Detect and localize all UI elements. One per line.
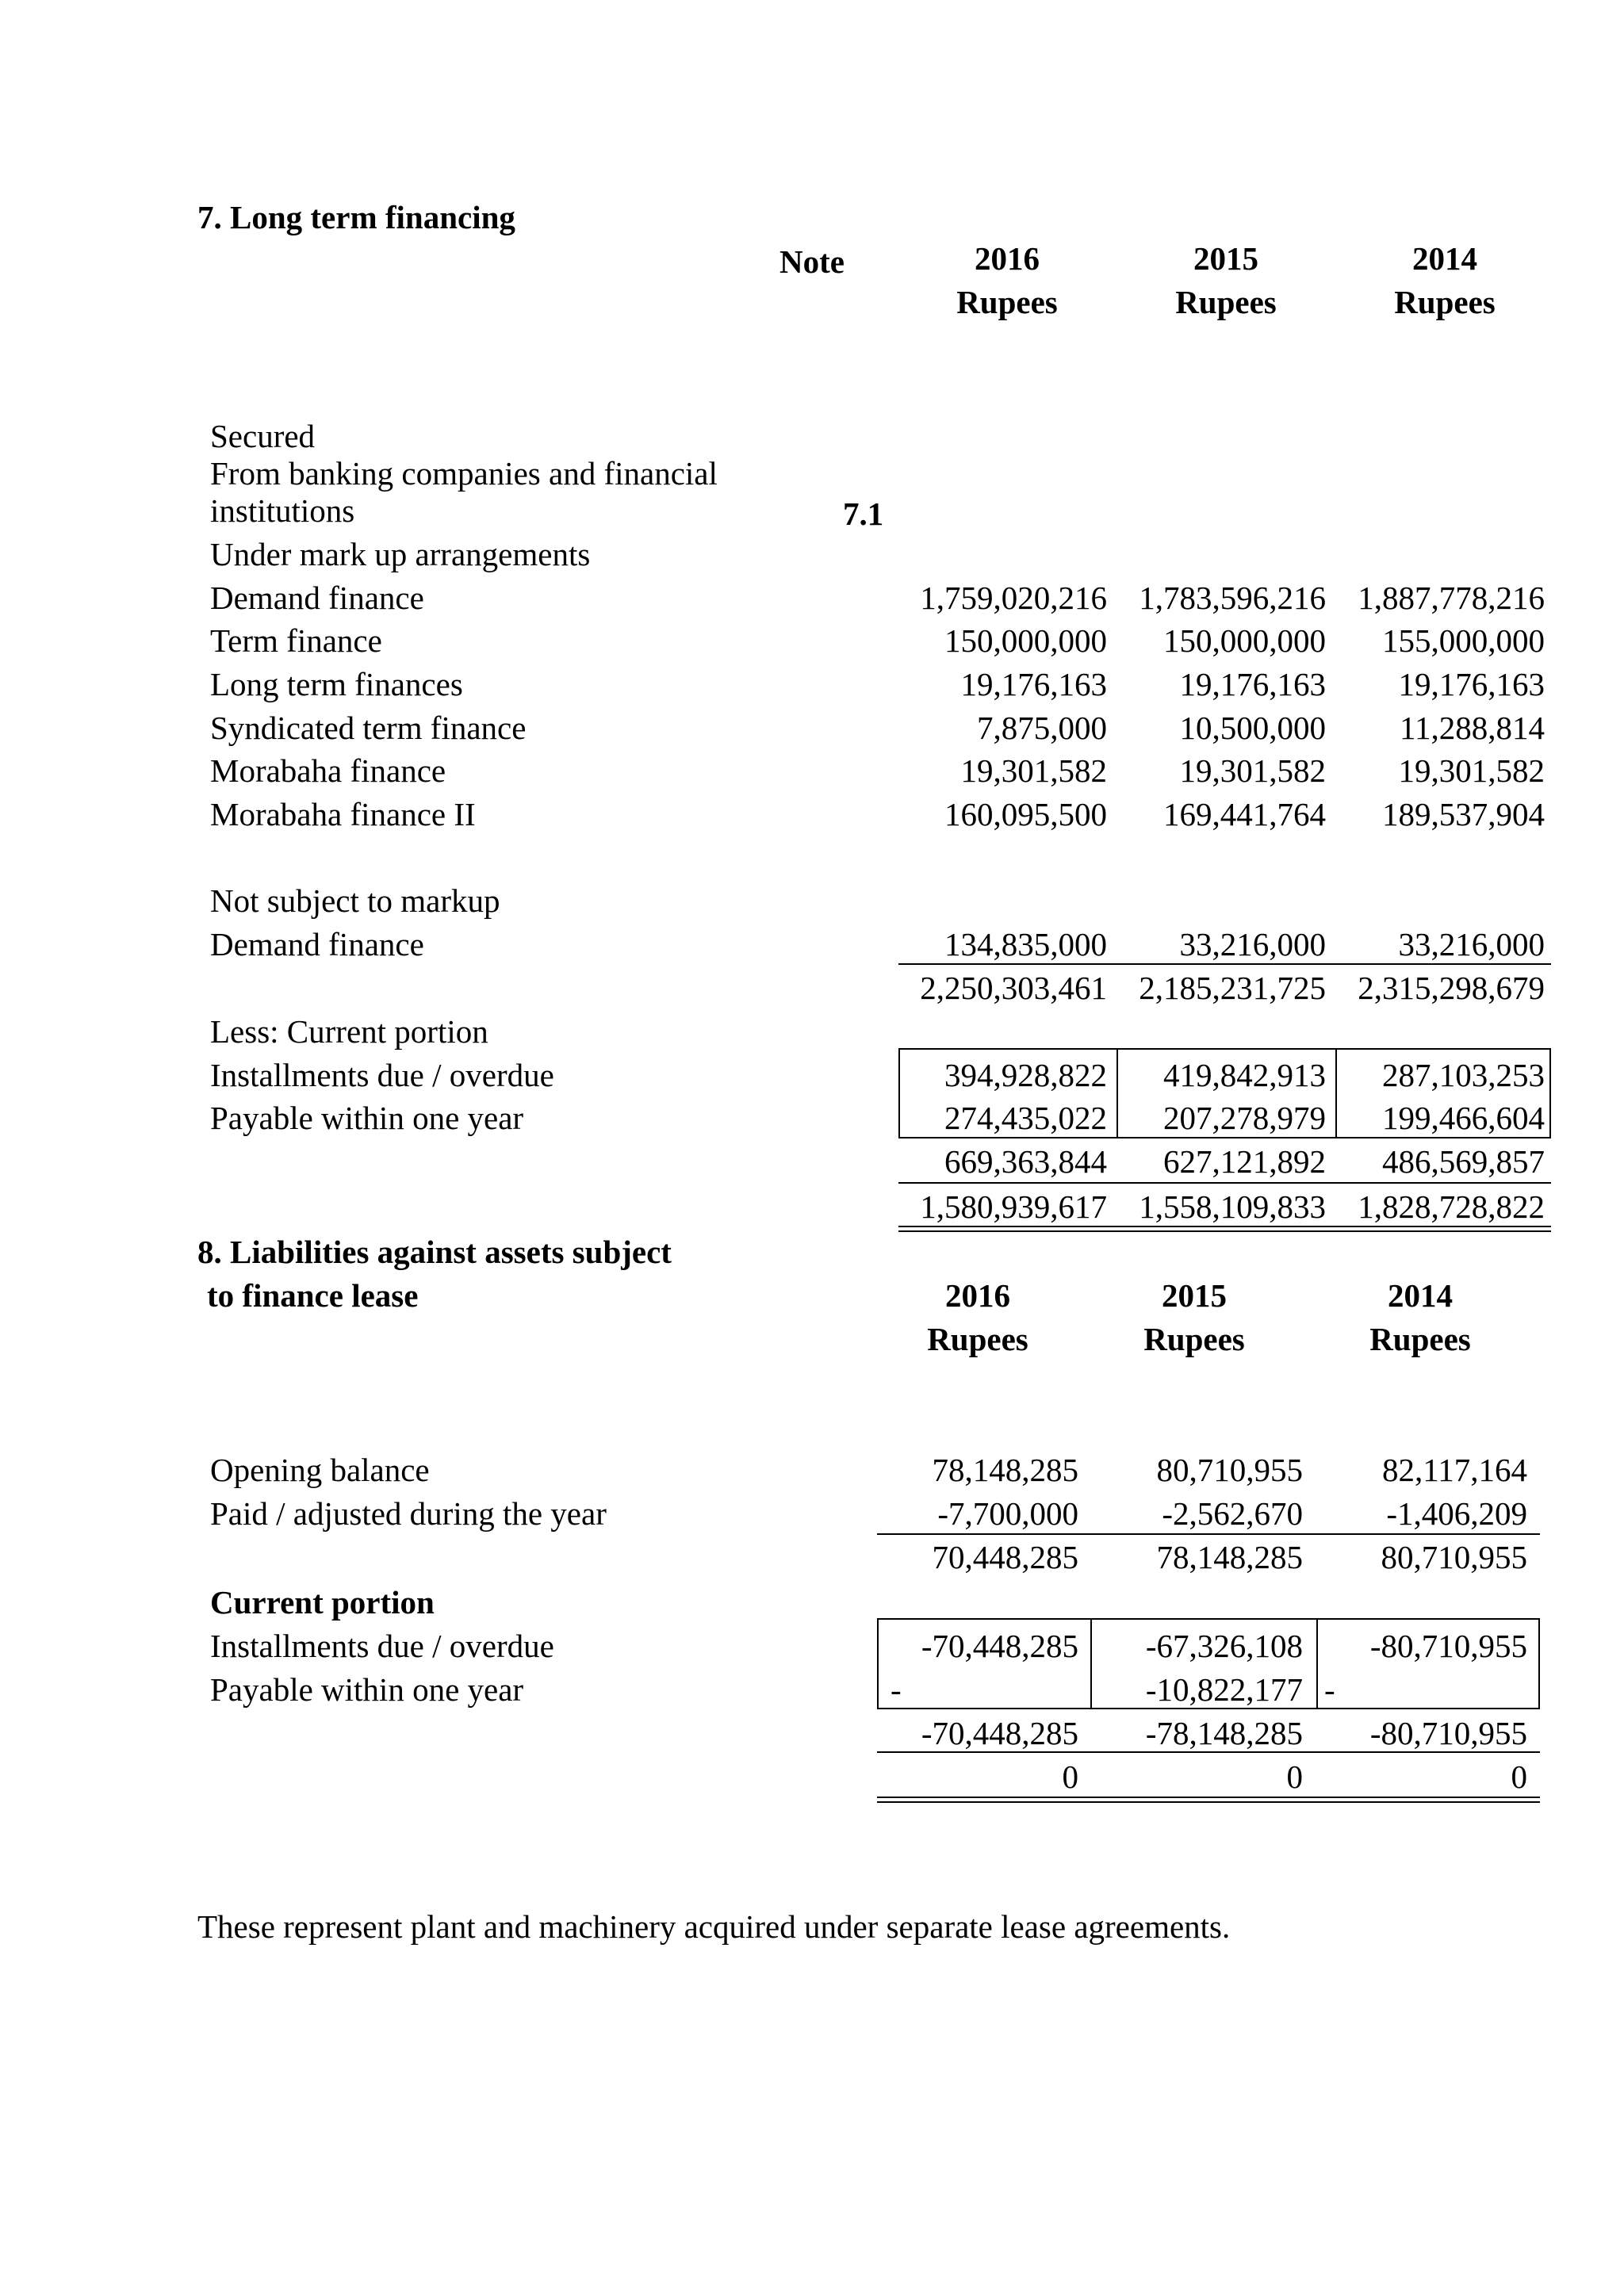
- unit-header: Rupees: [1394, 284, 1496, 320]
- row-label: Morabaha finance II: [210, 796, 476, 832]
- net-total-2016: 0: [1062, 1758, 1078, 1795]
- row-label: Demand finance: [210, 580, 424, 616]
- value-2015: 33,216,000: [1179, 926, 1326, 962]
- note-header: Note: [779, 243, 845, 280]
- value-2014: 199,466,604: [1382, 1100, 1545, 1136]
- value-2016: 7,875,000: [977, 710, 1107, 746]
- unit-header: Rupees: [956, 284, 1058, 320]
- value-2014: 287,103,253: [1382, 1057, 1545, 1093]
- less-current-label: Less: Current portion: [210, 1013, 488, 1050]
- unit-header: Rupees: [1175, 284, 1277, 320]
- year-header-2016: 2016: [945, 1277, 1010, 1314]
- double-rule: [877, 1797, 1540, 1798]
- value-2016: 150,000,000: [944, 622, 1107, 659]
- value-2015: 10,500,000: [1179, 710, 1326, 746]
- net-total-2014: 0: [1511, 1758, 1527, 1795]
- year-header-2015: 2015: [1193, 240, 1258, 277]
- current-total-2016: -70,448,285: [921, 1715, 1078, 1751]
- row-label: Long term finances: [210, 666, 463, 702]
- from-banking-label-cont: institutions: [210, 492, 355, 529]
- section-8-title-cont: to finance lease: [207, 1277, 419, 1314]
- payable-label: Payable within one year: [210, 1100, 524, 1136]
- note-ref: 7.1: [843, 496, 884, 532]
- net-total-2016: 1,580,939,617: [920, 1188, 1107, 1225]
- year-header-2014: 2014: [1388, 1277, 1453, 1314]
- net-total-2014: 1,828,728,822: [1358, 1188, 1545, 1225]
- unit-header: Rupees: [927, 1321, 1028, 1357]
- from-banking-label: From banking companies and financial: [210, 455, 718, 492]
- double-rule: [898, 1226, 1551, 1227]
- current-total-2014: 486,569,857: [1382, 1143, 1545, 1180]
- double-rule: [877, 1801, 1540, 1803]
- rule: [877, 1751, 1540, 1753]
- subtotal-2015: 78,148,285: [1156, 1539, 1303, 1575]
- value-2015: 169,441,764: [1163, 796, 1326, 832]
- value-2016: 1,759,020,216: [920, 580, 1107, 616]
- rule: [898, 1182, 1551, 1184]
- row-label: Term finance: [210, 622, 382, 659]
- value-2015: 1,783,596,216: [1139, 580, 1326, 616]
- unit-header: Rupees: [1143, 1321, 1245, 1357]
- opening-label: Opening balance: [210, 1452, 430, 1488]
- value-2016: 160,095,500: [944, 796, 1107, 832]
- year-header-2016: 2016: [975, 240, 1040, 277]
- subtotal-2014: 80,710,955: [1381, 1539, 1527, 1575]
- section-7-title: 7. Long term financing: [197, 199, 515, 235]
- value-2016: 134,835,000: [944, 926, 1107, 962]
- row-label: Morabaha finance: [210, 752, 446, 789]
- value-2014: -1,406,209: [1386, 1495, 1527, 1532]
- net-total-2015: 1,558,109,833: [1139, 1188, 1326, 1225]
- value-2014: 33,216,000: [1398, 926, 1545, 962]
- row-label: Demand finance: [210, 926, 424, 962]
- not-subject-label: Not subject to markup: [210, 882, 500, 919]
- value-2016: 78,148,285: [932, 1452, 1078, 1488]
- subtotal-2016: 70,448,285: [932, 1539, 1078, 1575]
- value-2014: 189,537,904: [1382, 796, 1545, 832]
- subtotal-2014: 2,315,298,679: [1358, 970, 1545, 1006]
- year-header-2014: 2014: [1412, 240, 1477, 277]
- value-2015: -10,822,177: [1145, 1671, 1303, 1708]
- value-2015: -2,562,670: [1162, 1495, 1303, 1532]
- value-2015: 419,842,913: [1163, 1057, 1326, 1093]
- value-2014: 19,176,163: [1398, 666, 1545, 702]
- value-2016: -70,448,285: [921, 1628, 1078, 1664]
- current-portion-label: Current portion: [210, 1584, 435, 1621]
- value-2015: -67,326,108: [1145, 1628, 1303, 1664]
- value-2015: 207,278,979: [1163, 1100, 1326, 1136]
- footnote: These represent plant and machinery acquired under separate lease agreements.: [197, 1908, 1231, 1945]
- value-2014: 11,288,814: [1400, 710, 1545, 746]
- value-2016: -7,700,000: [937, 1495, 1078, 1532]
- value-2016: -: [891, 1671, 902, 1708]
- value-2016: 19,176,163: [960, 666, 1107, 702]
- value-2015: 19,176,163: [1179, 666, 1326, 702]
- subtotal-2015: 2,185,231,725: [1139, 970, 1326, 1006]
- current-total-2016: 669,363,844: [944, 1143, 1107, 1180]
- value-2015: 80,710,955: [1156, 1452, 1303, 1488]
- rule: [877, 1533, 1540, 1535]
- payable-label: Payable within one year: [210, 1671, 524, 1708]
- row-label: Syndicated term finance: [210, 710, 527, 746]
- paid-label: Paid / adjusted during the year: [210, 1495, 607, 1532]
- section-8-title: 8. Liabilities against assets subject: [197, 1234, 672, 1270]
- installments-label: Installments due / overdue: [210, 1628, 554, 1664]
- double-rule: [898, 1230, 1551, 1232]
- installments-label: Installments due / overdue: [210, 1057, 554, 1093]
- value-2016: 19,301,582: [960, 752, 1107, 789]
- under-markup-label: Under mark up arrangements: [210, 536, 591, 572]
- value-2015: 150,000,000: [1163, 622, 1326, 659]
- value-2014: 82,117,164: [1382, 1452, 1527, 1488]
- value-2014: -80,710,955: [1369, 1628, 1527, 1664]
- value-2016: 274,435,022: [944, 1100, 1107, 1136]
- value-2014: 19,301,582: [1398, 752, 1545, 789]
- subtotal-2016: 2,250,303,461: [920, 970, 1107, 1006]
- current-total-2015: 627,121,892: [1163, 1143, 1326, 1180]
- value-2014: -: [1324, 1671, 1335, 1708]
- rule: [898, 963, 1551, 965]
- current-total-2014: -80,710,955: [1369, 1715, 1527, 1751]
- value-2014: 155,000,000: [1382, 622, 1545, 659]
- unit-header: Rupees: [1369, 1321, 1471, 1357]
- value-2016: 394,928,822: [944, 1057, 1107, 1093]
- value-2015: 19,301,582: [1179, 752, 1326, 789]
- net-total-2015: 0: [1286, 1758, 1303, 1795]
- current-total-2015: -78,148,285: [1145, 1715, 1303, 1751]
- year-header-2015: 2015: [1162, 1277, 1227, 1314]
- value-2014: 1,887,778,216: [1358, 580, 1545, 616]
- secured-label: Secured: [210, 418, 316, 454]
